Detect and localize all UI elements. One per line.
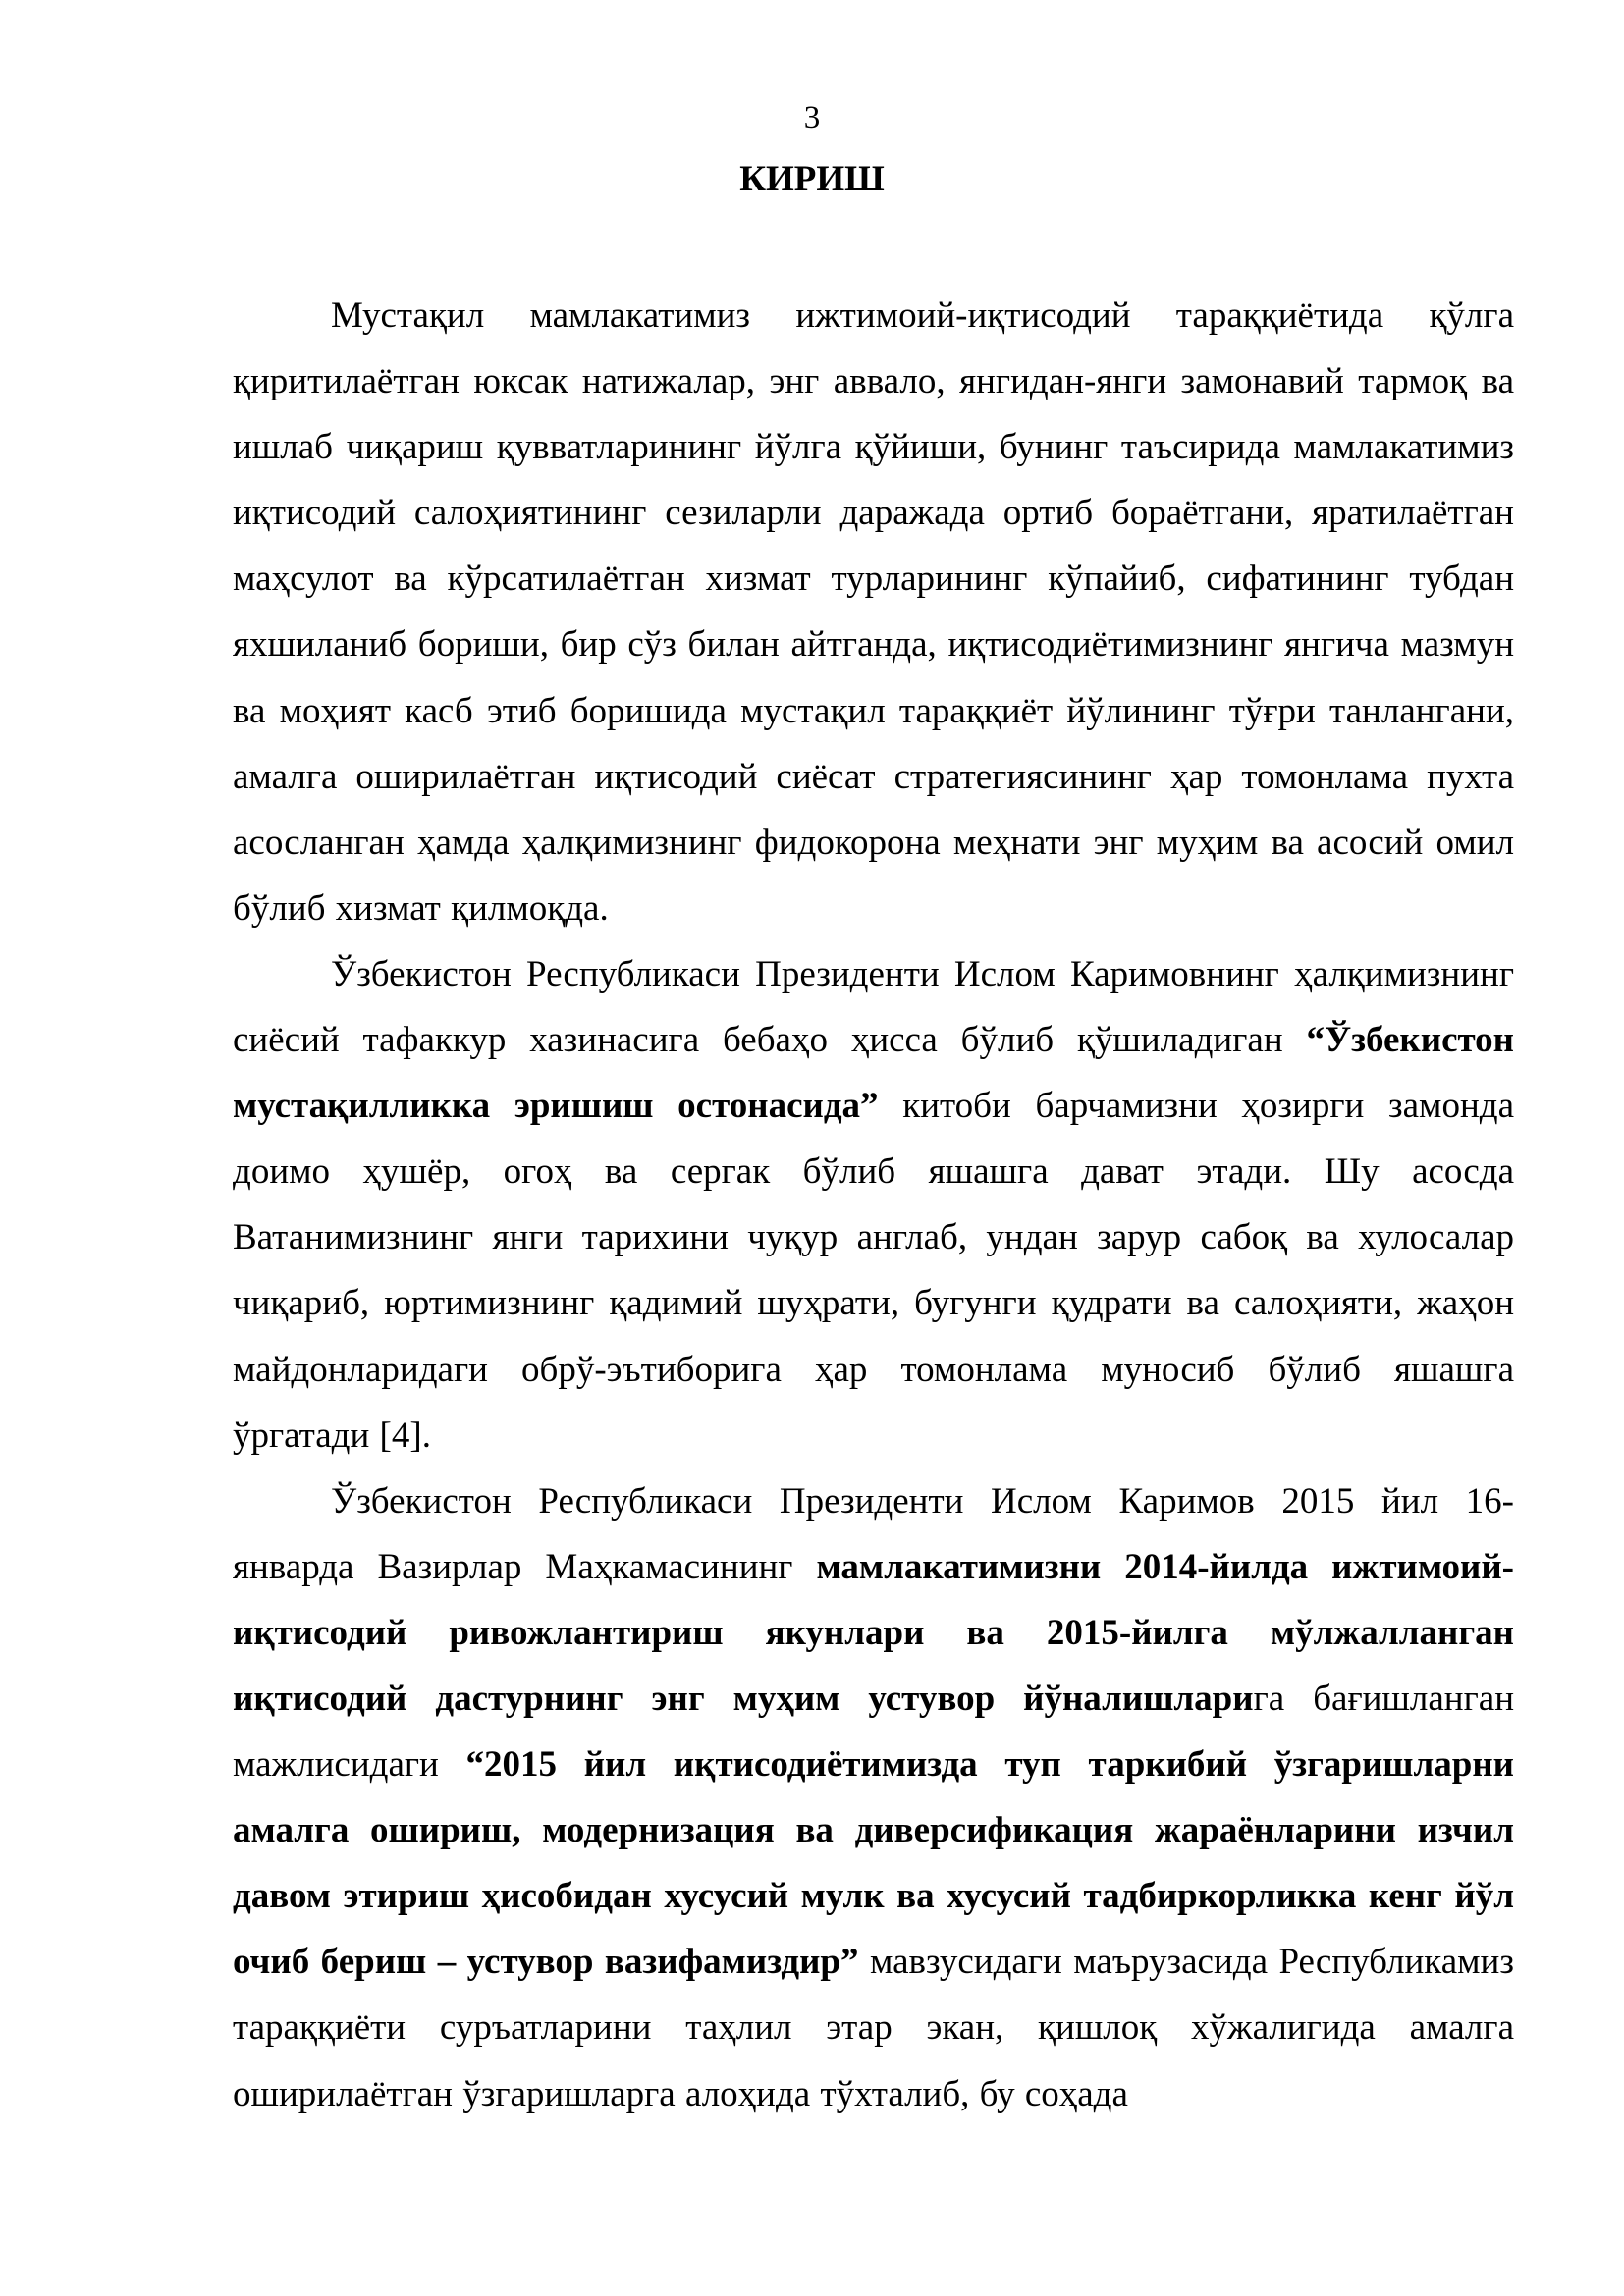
paragraph-2-text: Ўзбекистон Республикаси Президенти Ислом Каримовнинг ҳалқимизнинг сиёсий тафаккур хазинасига бебаҳо ҳисса бўлиб қўшиладиган [233, 953, 1514, 1061]
meeting-topic: мамлакатимизни 2014-йилда ижтимоий-иқтисодий ривожлантириш якунлари ва 2015-йилга мўлжалланган иқтисодий дастурнинг энг муҳим устувор йўналишлари [233, 1546, 1514, 1719]
paragraph-2 [233, 941, 1514, 1468]
book-title: “Ўзбекистон мустақилликка эришиш остонасида” [233, 1020, 1514, 1127]
page-heading: КИРИШ [739, 159, 885, 199]
paragraph-2-text-cont: китоби барчамизни ҳозирги замонда доимо ҳушёр, огоҳ ва сергак бўлиб яшашга дават этади. Шу асосда Ватанимизнинг янги тарихини чуқур англаб, ундан зарур сабоқ ва хулосалар чиқариб, юртимизнинг қадимий шуҳрати, бугунги қудрати ва салоҳияти, жаҳон майдонларидаги обрў-эътиборига ҳар томонлама муносиб бўлиб яшашга ўргатади [4]. [233, 1086, 1514, 1456]
paragraph-3 [233, 1468, 1514, 2127]
paragraph-1 [233, 283, 1514, 941]
paragraph-3-text-cont: га бағишланган мажлисидаги [233, 1678, 1515, 1786]
page-number: 3 [803, 100, 821, 135]
paragraph-1-text: Мустақил мамлакатимиз ижтимоий-иқтисодий тараққиётида қўлга қиритилаётган юксак натижалар, энг аввало, янгидан-янги замонавий тармоқ ва ишлаб чиқариш қувватларининг йўлга қўйиши, бунинг таъсирида мамлакатимиз иқтисодий салоҳиятининг сезиларли даражада ортиб бораётгани, яратилаётган маҳсулот ва кўрсатилаётган хизмат турларининг кўпайиб, сифатининг тубдан яхшиланиб бориши, бир сўз билан айтганда, иқтисодиётимизнинг янгича мазмун ва моҳият касб этиб боришида мустақил тараққиёт йўлининг тўғри танлангани, амалга оширилаётган иқтисодий сиёсат стратегиясининг ҳар томонлама пухта асосланган ҳамда ҳалқимизнинг фидокорона меҳнати энг муҳим ва асосий омил бўлиб хизмат қилмоқда. [233, 295, 1514, 929]
paragraph-3-text: Ўзбекистон Республикаси Президенти Ислом Каримов 2015 йил 16-январда Вазирлар Маҳкамасининг [233, 1480, 1514, 1587]
report-title: “2015 йил иқтисодиётимизда туп таркибий ўзгаришларни амалга ошириш, модернизация ва диверсификация жараёнларини изчил давом этириш ҳисобидан хусусий мулк ва хусусий тадбиркорликка кенг йўл очиб бериш – устувор вазифамиздир” [233, 1744, 1515, 1983]
body-text [233, 283, 1514, 2127]
paragraph-3-text-end: мавзусидаги маърузасида Республикамиз тараққиёти суръатларини таҳлил этар экан, қишлоқ хўжалигида амалга оширилаётган ўзгаришларга алоҳида тўхталиб, бу соҳада [233, 1942, 1514, 2114]
